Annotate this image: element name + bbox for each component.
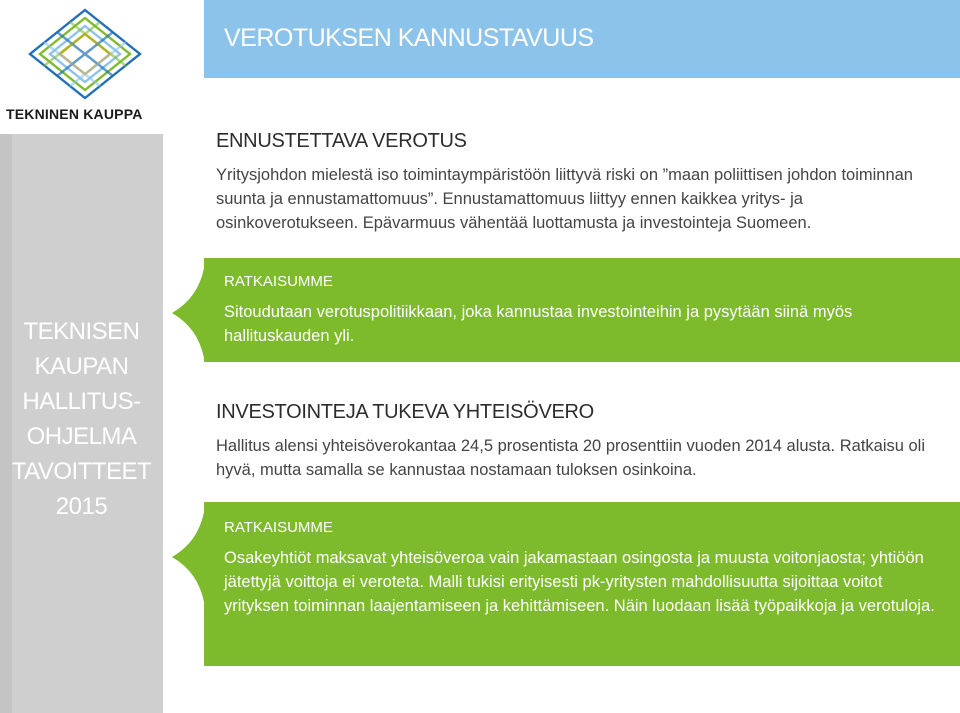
proposal-label: RATKAISUMME (224, 519, 333, 536)
sidebar-line: TAVOITTEET (11, 458, 152, 485)
page-title: VEROTUKSEN KANNUSTAVUUS (224, 24, 594, 52)
arrow-left-icon (168, 512, 208, 602)
section-heading: INVESTOINTEJA TUKEVA YHTEISÖVERO (216, 401, 594, 423)
proposal-box (204, 502, 960, 666)
section-body: Hallitus alensi yhteisöverokantaa 24,5 prosentista 20 prosenttiin vuoden 2014 alusta. Ratkaisu oli hyvä, mutta samalla se kannustaa nostamaan tuloksen osinkoina. (216, 437, 926, 479)
tekninen-kauppa-logo (6, 4, 156, 124)
section-body: Yritysjohdon mielestä iso toimintaympäristöön liittyvä riski on ”maan poliittisen johdon toiminnan suunta ja ennustamattomuus”. Ennustamattomuus liittyy ennen kaikkea yritys- ja osinkoverotukseen. Epävarmuus vähentää luottamusta ja investointeja Suomeen. (216, 166, 913, 232)
sidebar-title (0, 314, 163, 524)
section-heading: ENNUSTETTAVA VEROTUS (216, 130, 467, 152)
proposal-box (204, 258, 960, 362)
diamond-mesh-icon (20, 4, 150, 104)
logo-text: TEKNINEN KAUPPA (6, 106, 143, 122)
sidebar-line: HALLITUS- (22, 388, 141, 415)
sidebar-panel (0, 134, 163, 713)
sidebar-line: TEKNISEN (23, 318, 140, 345)
arrow-left-icon (168, 268, 208, 358)
proposal-text: Sitoudutaan verotuspolitiikkaan, joka kannustaa investointeihin ja pysytään siinä myös hallituskauden yli. (224, 303, 853, 345)
sidebar-line: 2015 (55, 493, 108, 520)
sidebar-line: OHJELMA (26, 423, 137, 450)
proposal-label: RATKAISUMME (224, 273, 333, 290)
proposal-text: Osakeyhtiöt maksavat yhteisöveroa vain jakamastaan osingosta ja muusta voitonjaosta; yhtiöön jätettyjä voittoja ei veroteta. Malli tukisi erityisesti pk-yritysten mahdollisuutta sijoittaa voitot yrityksen toiminnan laajentamiseen ja kehittämiseen. Näin luodaan lisää työpaikkoja ja verotuloja. (224, 549, 935, 615)
sidebar-line: KAUPAN (34, 353, 129, 380)
header-bar (204, 0, 960, 78)
